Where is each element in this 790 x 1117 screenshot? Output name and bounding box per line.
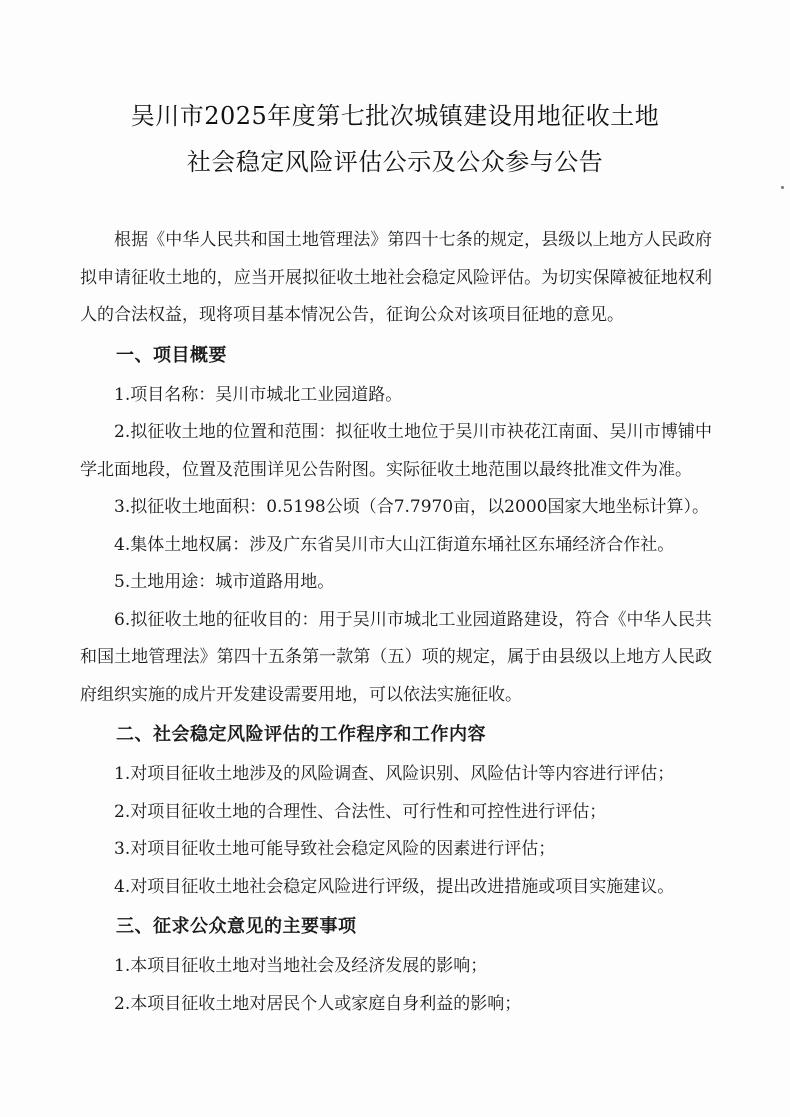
section-project-overview	[80, 335, 712, 715]
list-item: 2.本项目征收土地对居民个人或家庭自身利益的影响；	[114, 993, 522, 1014]
section-heading: 一、项目概要	[116, 344, 227, 366]
section-heading: 二、社会稳定风险评估的工作程序和工作内容	[116, 724, 486, 745]
document-body	[80, 222, 712, 1023]
list-item: 3.拟征收土地面积：0.5198公顷（合7.7970亩，以2000国家大地坐标计算）。	[114, 497, 709, 517]
document-title-line-1: 吴川市2025年度第七批次城镇建设用地征收土地	[130, 102, 660, 130]
list-item: 4.对项目征收土地社会稳定风险进行评级，提出改进措施或项目实施建议。	[114, 876, 675, 897]
list-item: 1.本项目征收土地对当地社会及经济发展的影响；	[114, 956, 488, 976]
list-item: 3.对项目征收土地可能导致社会稳定风险的因素进行评估；	[114, 839, 556, 859]
document-title-line-2: 社会稳定风险评估公示及公众参与公告	[186, 148, 604, 176]
list-item: 5.土地用途：城市道路用地。	[114, 572, 335, 592]
section-risk-assessment	[80, 714, 712, 906]
scan-artifact-dot	[781, 186, 784, 189]
list-item: 2.拟征收土地的位置和范围：拟征收土地位于吴川市袂花江南面、吴川市博铺中学北面地段，位置及范围详见公告附图。实际征收土地范围以最终批准文件为准。	[80, 422, 712, 480]
list-item: 2.对项目征收土地的合理性、合法性、可行性和可控性进行评估；	[114, 801, 607, 822]
section-heading: 三、征求公众意见的主要事项	[116, 916, 357, 937]
intro-paragraph: 根据《中华人民共和国土地管理法》第四十七条的规定，县级以上地方人民政府拟申请征收土地的，应当开展拟征收土地社会稳定风险评估。为切实保障被征地权利人的合法权益，现将项目基本情况公告，征询公众对该项目征地的意见。	[80, 230, 712, 325]
section-public-opinion	[80, 906, 712, 1023]
list-item: 1.对项目征收土地涉及的风险调查、风险识别、风险估计等内容进行评估；	[114, 764, 675, 784]
list-item: 1.项目名称：吴川市城北工业园道路。	[114, 384, 403, 405]
list-item: 6.拟征收土地的征收目的：用于吴川市城北工业园道路建设，符合《中华人民共和国土地管理法》第四十五条第一款第（五）项的规定，属于由县级以上地方人民政府组织实施的成片开发建设需要用地，可以依法实施征收。	[80, 609, 712, 705]
list-item: 4.集体土地权属：涉及广东省吴川市大山江街道东埇社区东埇经济合作社。	[114, 534, 675, 555]
